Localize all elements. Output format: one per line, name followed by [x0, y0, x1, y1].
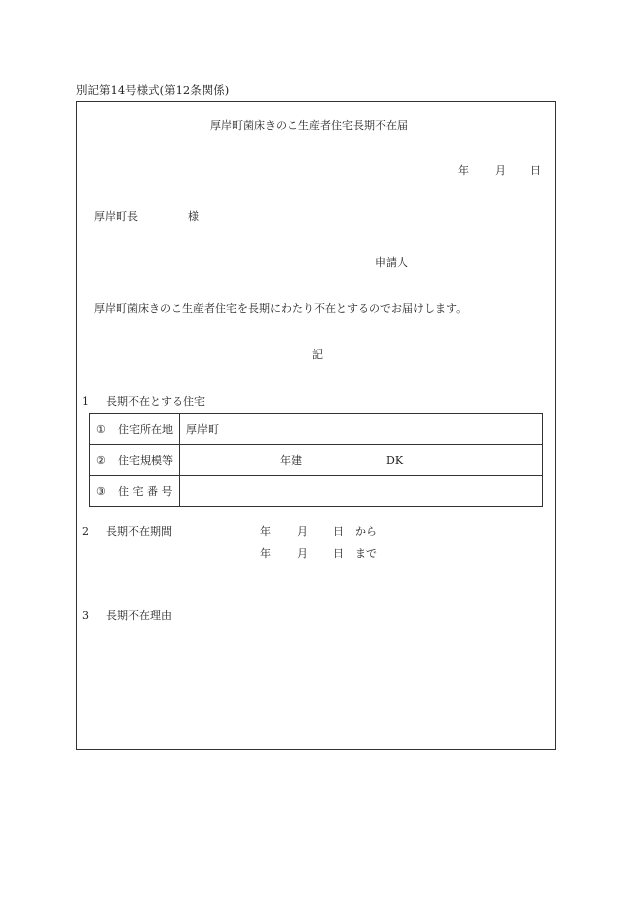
address-value: 厚岸町 [186, 423, 219, 436]
period-to-suffix: まで [355, 547, 377, 560]
form-reference: 別記第14号様式(第12条関係) [76, 83, 230, 97]
addressee-name: 厚岸町長 [94, 210, 138, 223]
scale-value-cell [180, 445, 543, 476]
house-number-value-cell [180, 476, 543, 507]
row-number-1: ① [96, 423, 106, 436]
date-year-label: 年 [458, 164, 469, 177]
section3-number: 3 [82, 609, 89, 622]
house-number-label: 住 宅 番 号 [118, 485, 173, 498]
table-row [90, 476, 543, 507]
section1-title: 長期不在とする住宅 [106, 395, 205, 408]
row-number-2: ② [96, 454, 106, 467]
section1-number: 1 [82, 395, 89, 408]
date-month-label: 月 [495, 164, 506, 177]
address-value-cell [180, 414, 543, 445]
period-from-month: 月 [297, 525, 308, 538]
period-from-day: 日 [333, 525, 344, 538]
scale-label-cell [90, 445, 180, 476]
section2-title: 長期不在期間 [106, 525, 172, 538]
section2-number: 2 [82, 525, 89, 538]
house-info-table [89, 413, 543, 507]
applicant-label: 申請人 [375, 256, 408, 269]
table-row [90, 414, 543, 445]
period-from-suffix: から [355, 525, 377, 538]
dk-label: DK [386, 454, 404, 467]
period-to-year: 年 [260, 547, 271, 560]
address-label-cell [90, 414, 180, 445]
row-number-3: ③ [96, 485, 106, 498]
scale-label: 住宅規模等 [118, 454, 173, 467]
statement-text: 厚岸町菌床きのこ生産者住宅を長期にわたり不在とするのでお届けします。 [94, 302, 468, 315]
built-year-label: 年建 [280, 454, 302, 467]
document-title: 厚岸町菌床きのこ生産者住宅長期不在届 [210, 119, 408, 132]
period-from-year: 年 [260, 525, 271, 538]
table-row [90, 445, 543, 476]
address-label: 住宅所在地 [118, 423, 173, 436]
period-to-month: 月 [297, 547, 308, 560]
number-label-cell [90, 476, 180, 507]
addressee-honorific: 様 [188, 210, 199, 223]
ki-heading: 記 [312, 348, 323, 361]
period-to-day: 日 [333, 547, 344, 560]
section3-title: 長期不在理由 [106, 609, 172, 622]
date-day-label: 日 [530, 164, 541, 177]
